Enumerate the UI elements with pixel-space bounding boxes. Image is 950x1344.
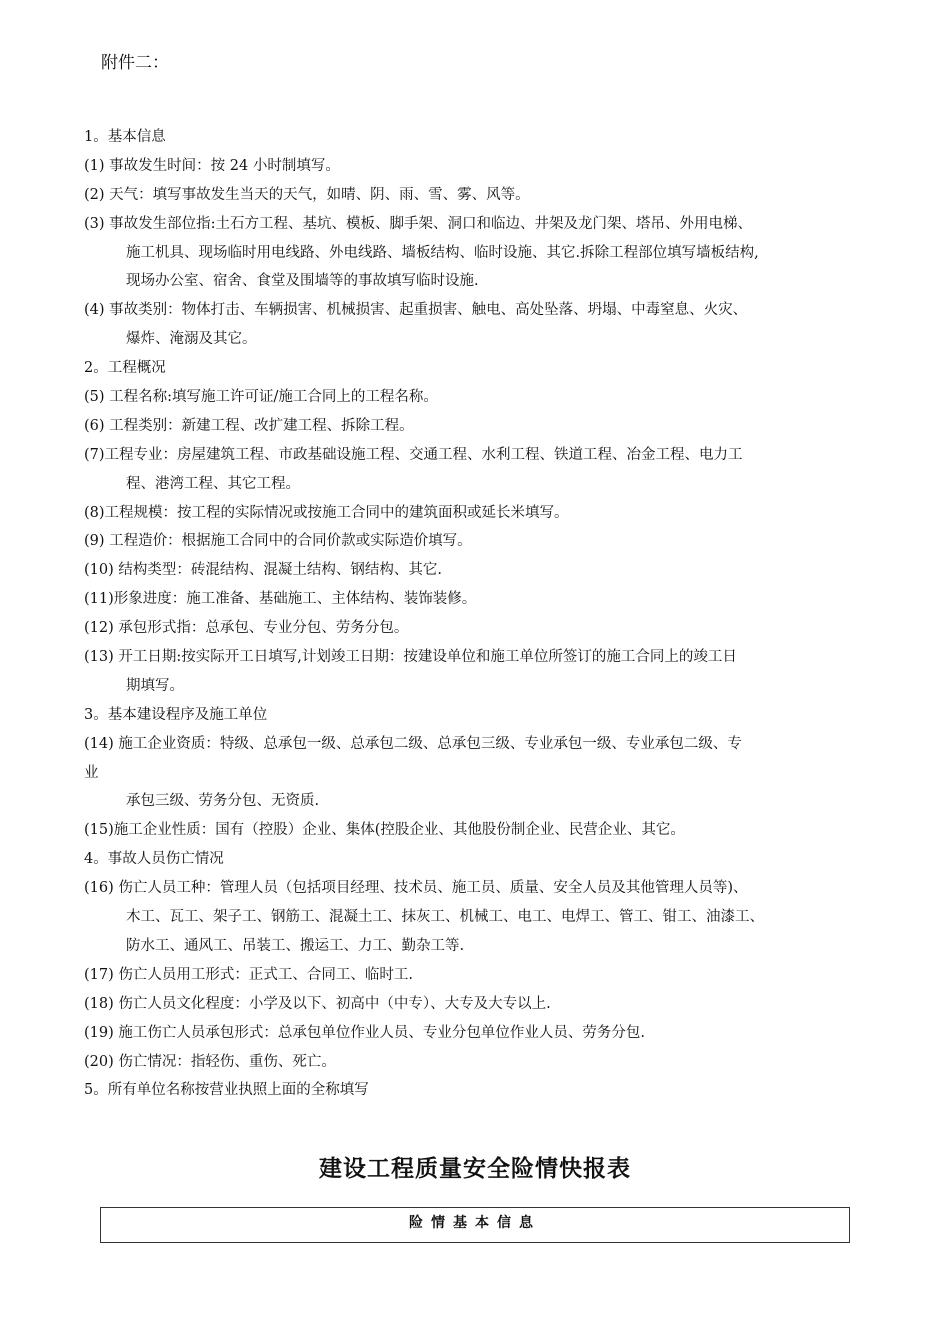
text-line: (11)形象进度：施工准备、基础施工、主体结构、装饰装修。	[84, 591, 477, 608]
text-line: 木工、瓦工、架子工、钢筋工、混凝土工、抹灰工、机械工、电工、电焊工、管工、钳工、油漆工、	[126, 909, 764, 926]
text-line: 2。工程概况	[84, 360, 166, 377]
table-header: 险情基本信息	[409, 1215, 541, 1231]
text-line: (4) 事故类别：物体打击、车辆损害、机械损害、起重损害、触电、高处坠落、坍塌、中毒窒息、火灾、	[84, 302, 748, 319]
text-line: (19) 施工伤亡人员承包形式：总承包单位作业人员、专业分包单位作业人员、劳务分包.	[84, 1024, 645, 1041]
text-line: (17) 伤亡人员用工形式：正式工、合同工、临时工.	[84, 966, 413, 983]
text-line: 业	[84, 764, 99, 781]
text-line: (14) 施工企业资质：特级、总承包一级、总承包二级、总承包三级、专业承包一级、专业承包二级、专	[84, 735, 742, 752]
instructions-body	[84, 123, 874, 1105]
attachment-label: 附件二：	[101, 53, 169, 73]
text-line: (20) 伤亡情况：指轻伤、重伤、死亡。	[84, 1053, 336, 1070]
text-line: (5) 工程名称:填写施工许可证/施工合同上的工程名称。	[84, 389, 438, 406]
text-line: (13) 开工日期:按实际开工日填写,计划竣工日期：按建设单位和施工单位所签订的施工合同上的竣工日	[84, 649, 737, 666]
text-line: 防水工、通风工、吊装工、搬运工、力工、勤杂工等.	[126, 937, 465, 954]
text-line: 施工机具、现场临时用电线路、外电线路、墙板结构、临时设施、其它.拆除工程部位填写墙板结构,	[126, 244, 759, 261]
text-line: (2) 天气：填写事故发生当天的天气，如晴、阴、雨、雪、雾、风等。	[84, 186, 530, 203]
text-line: 程、港湾工程、其它工程。	[126, 475, 300, 492]
text-line: (1) 事故发生时间：按 24 小时制填写。	[84, 157, 340, 174]
text-line: 1。基本信息	[84, 129, 166, 145]
text-line: (16) 伤亡人员工种：管理人员（包括项目经理、技术员、施工员、质量、安全人员及其他管理人员等)、	[84, 880, 748, 897]
info-table	[100, 1207, 850, 1243]
text-line: 3。基本建设程序及施工单位	[84, 706, 268, 723]
text-line: 4。事故人员伤亡情况	[84, 851, 224, 868]
text-line: (3) 事故发生部位指:土石方工程、基坑、模板、脚手架、洞口和临边、井架及龙门架、塔吊、外用电梯、	[84, 215, 753, 232]
text-line: 期填写。	[126, 677, 184, 694]
text-line: 承包三级、劳务分包、无资质.	[126, 793, 320, 810]
text-line: (7)工程专业：房屋建筑工程、市政基础设施工程、交通工程、水利工程、铁道工程、冶金工程、电力工	[84, 446, 743, 463]
text-line: 5。所有单位名称按营业执照上面的全称填写	[84, 1082, 369, 1099]
text-line: (15)施工企业性质：国有（控股）企业、集体(控股企业、其他股份制企业、民营企业、其它。	[84, 822, 685, 839]
text-line: (12) 承包形式指：总承包、专业分包、劳务分包。	[84, 620, 409, 637]
text-line: (6) 工程类别：新建工程、改扩建工程、拆除工程。	[84, 417, 414, 434]
text-line: (9) 工程造价：根据施工合同中的合同价款或实际造价填写。	[84, 533, 472, 550]
text-line: (8)工程规模：按工程的实际情况或按施工合同中的建筑面积或延长米填写。	[84, 504, 569, 521]
text-line: 现场办公室、宿舍、食堂及围墙等的事故填写临时设施.	[126, 273, 479, 290]
text-line: (10) 结构类型：砖混结构、混凝土结构、钢结构、其它.	[84, 562, 442, 579]
text-line: (18) 伤亡人员文化程度：小学及以下、初高中（中专）、大专及大专以上.	[84, 995, 551, 1012]
text-line: 爆炸、淹溺及其它。	[126, 331, 257, 348]
form-title: 建设工程质量安全险情快报表	[319, 1155, 631, 1182]
